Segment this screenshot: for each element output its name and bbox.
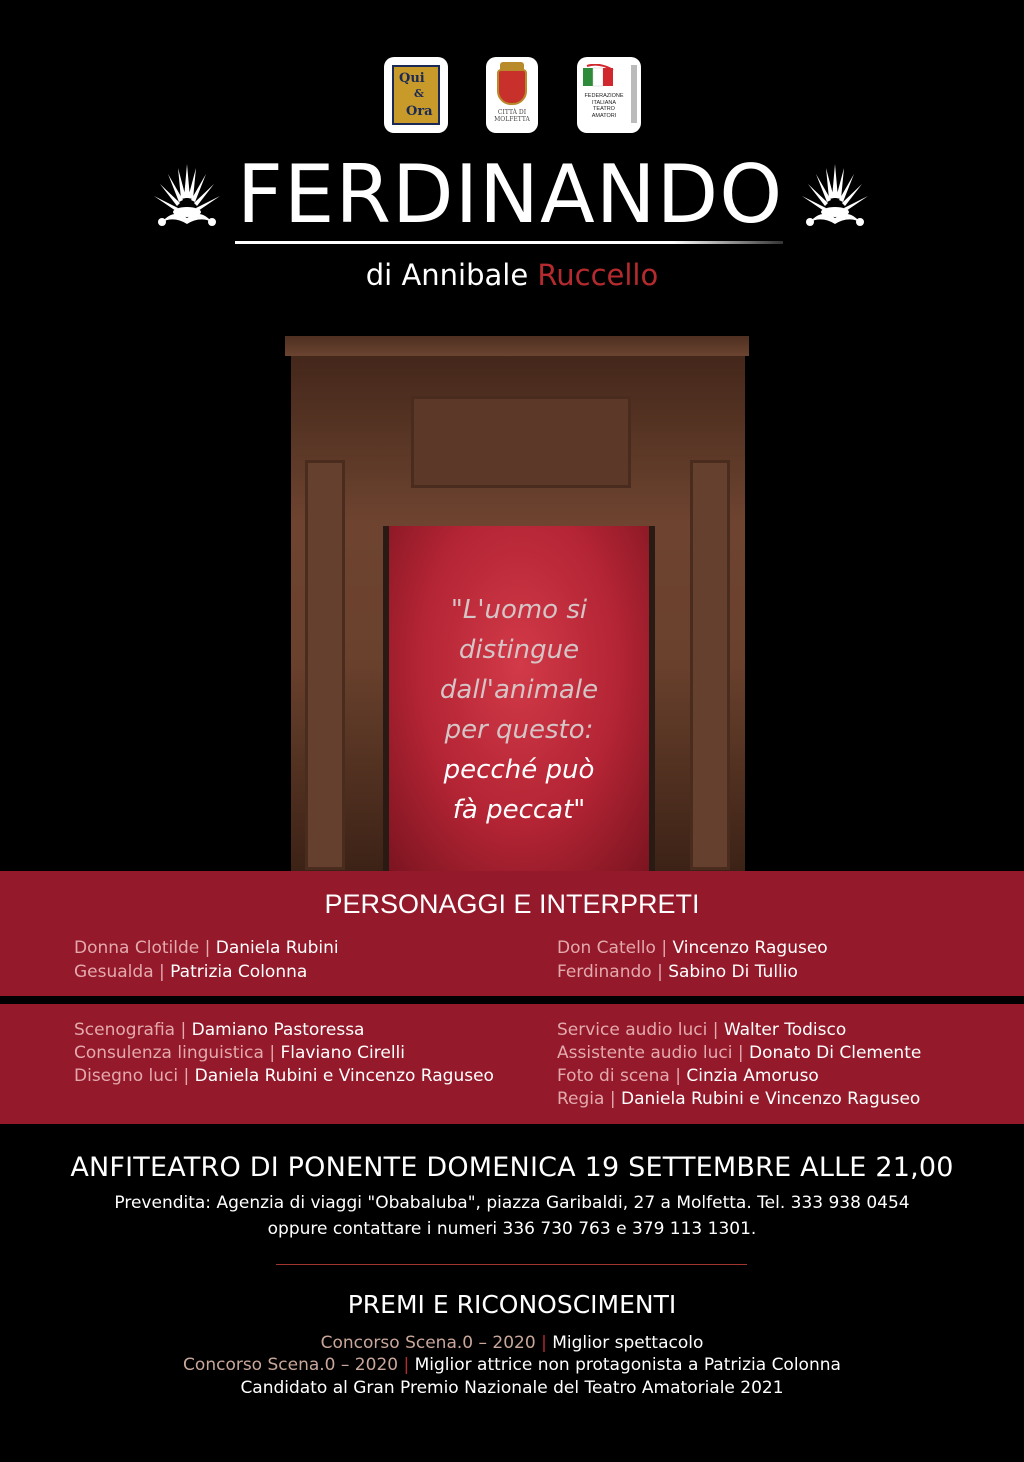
cast-row bbox=[74, 961, 307, 984]
logo-caption: FEDERAZIONE ITALIANA TEATRO AMATORI bbox=[584, 93, 624, 119]
quote-line: distingue bbox=[458, 635, 580, 665]
role-label: Don Catello bbox=[557, 938, 656, 958]
awards-heading: PREMI E RICONOSCIMENTI bbox=[347, 1290, 677, 1319]
separator: | bbox=[609, 1089, 616, 1109]
role-label: Gesualda bbox=[74, 962, 154, 982]
award-text: Miglior spettacolo bbox=[552, 1333, 704, 1353]
logo-text: Qui bbox=[399, 71, 425, 86]
crew-name: Daniela Rubini e Vincenzo Raguseo bbox=[621, 1089, 921, 1109]
quote-text bbox=[383, 590, 655, 830]
separator: | bbox=[675, 1066, 681, 1086]
actor-name: Vincenzo Raguseo bbox=[672, 938, 828, 958]
event-title: ANFITEATRO DI PONENTE DOMENICA 19 SETTEMBRE ALLE 21,00 bbox=[70, 1152, 954, 1183]
role-label: Scenografia bbox=[74, 1020, 176, 1040]
separator: | bbox=[657, 962, 663, 982]
logo-text: & bbox=[414, 87, 424, 100]
author-line bbox=[0, 255, 1024, 295]
quote-line: "L'uomo si bbox=[450, 595, 588, 625]
quote-line: pecché può bbox=[443, 755, 595, 785]
award-candidate: Candidato al Gran Premio Nazionale del Teatro Amatoriale 2021 bbox=[240, 1378, 784, 1398]
fita-logo bbox=[577, 57, 641, 133]
role-label: Ferdinando bbox=[557, 962, 652, 982]
logo-stripe bbox=[631, 65, 637, 123]
role-label: Disegno luci bbox=[74, 1066, 179, 1086]
crew-row bbox=[557, 1019, 846, 1042]
crew-row bbox=[74, 1065, 494, 1088]
qui-ora-logo bbox=[384, 57, 448, 133]
role-label: Assistente audio luci bbox=[557, 1043, 733, 1063]
logo-caption: CITTÀ DI MOLFETTA bbox=[494, 109, 530, 123]
crew-row bbox=[557, 1088, 920, 1111]
door-cornice bbox=[285, 336, 749, 356]
role-label: Regia bbox=[557, 1089, 605, 1109]
separator: | bbox=[180, 1020, 187, 1040]
actor-name: Daniela Rubini bbox=[215, 938, 339, 958]
separator: | bbox=[541, 1333, 547, 1353]
separator: | bbox=[661, 938, 668, 958]
quote-line: fà peccat" bbox=[452, 795, 586, 825]
crew-name: Walter Todisco bbox=[723, 1020, 847, 1040]
crew-row bbox=[557, 1042, 921, 1065]
crew-name: Flaviano Cirelli bbox=[280, 1043, 405, 1063]
actor-name: Patrizia Colonna bbox=[170, 962, 308, 982]
crew-name: Daniela Rubini e Vincenzo Raguseo bbox=[194, 1066, 494, 1086]
quote-line: per questo: bbox=[444, 715, 594, 745]
award-item bbox=[0, 1332, 1024, 1355]
separator: | bbox=[269, 1043, 276, 1063]
separator: | bbox=[403, 1355, 410, 1375]
separator: | bbox=[183, 1066, 190, 1086]
cast-heading: PERSONAGGI E INTERPRETI bbox=[324, 889, 700, 919]
quote-line: dall'animale bbox=[439, 675, 599, 705]
role-label: Foto di scena bbox=[557, 1066, 670, 1086]
crew-row bbox=[557, 1065, 819, 1088]
separator: | bbox=[712, 1020, 719, 1040]
actor-name: Sabino Di Tullio bbox=[668, 962, 798, 982]
shield-icon bbox=[497, 69, 527, 105]
door-pilaster-left bbox=[305, 460, 345, 870]
crew-name: Damiano Pastoressa bbox=[191, 1020, 365, 1040]
molfetta-crest-logo bbox=[486, 57, 538, 133]
palmette-ornament-icon bbox=[796, 158, 874, 230]
award-source: Concorso Scena.0 – 2020 bbox=[320, 1333, 536, 1353]
crew-name: Donato Di Clemente bbox=[748, 1043, 922, 1063]
page-title: FERDINANDO bbox=[236, 148, 784, 241]
door-upper-panel bbox=[411, 396, 631, 488]
cast-row bbox=[557, 961, 798, 984]
author-prefix: di Annibale bbox=[365, 258, 529, 292]
palmette-ornament-icon bbox=[148, 158, 226, 230]
presale-contacts: oppure contattare i numeri 336 730 763 e 379 113 1301. bbox=[267, 1219, 757, 1239]
separator: | bbox=[737, 1043, 744, 1063]
award-item bbox=[0, 1354, 1024, 1377]
role-label: Service audio luci bbox=[557, 1020, 708, 1040]
role-label: Donna Clotilde bbox=[74, 938, 200, 958]
role-label: Consulenza linguistica bbox=[74, 1043, 264, 1063]
award-text: Miglior attrice non protagonista a Patrizia Colonna bbox=[414, 1355, 841, 1375]
cast-row bbox=[74, 937, 339, 960]
award-source: Concorso Scena.0 – 2020 bbox=[183, 1355, 399, 1375]
crew-name: Cinzia Amoruso bbox=[686, 1066, 819, 1086]
crew-row bbox=[74, 1042, 405, 1065]
logo-text: Ora bbox=[406, 104, 433, 119]
separator: | bbox=[159, 962, 165, 982]
section-divider bbox=[276, 1264, 747, 1265]
cast-row bbox=[557, 937, 828, 960]
italian-flag-icon bbox=[583, 64, 625, 90]
presale-info: Prevendita: Agenzia di viaggi "Obabaluba", piazza Garibaldi, 27 a Molfetta. Tel. 333 938 0454 bbox=[114, 1193, 910, 1213]
separator: | bbox=[204, 938, 211, 958]
door-pilaster-right bbox=[690, 460, 730, 870]
title-underline bbox=[235, 241, 783, 244]
crew-row bbox=[74, 1019, 364, 1042]
author-surname: Ruccello bbox=[537, 258, 659, 292]
